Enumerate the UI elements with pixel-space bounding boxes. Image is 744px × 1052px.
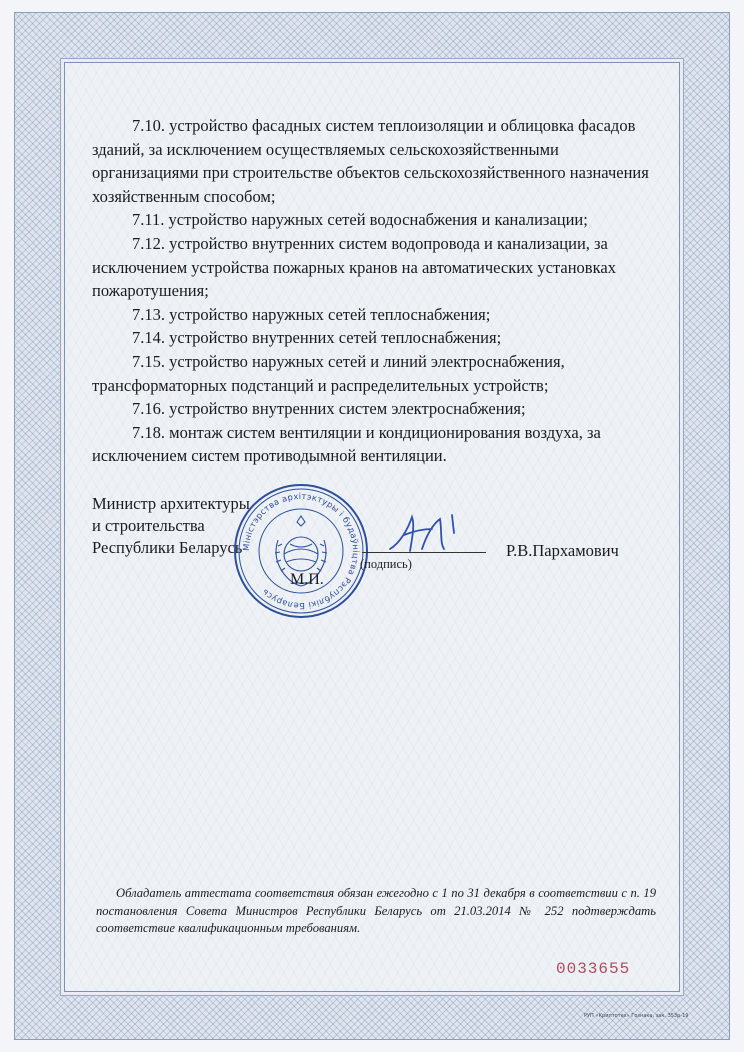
position-line: Республики Беларусь: [92, 538, 243, 557]
notice-text: Обладатель аттестата соответствия обязан ежегодно с 1 по 31 декабря в соответствии с п. 19 постановления Совета Министров Республики Беларусь от 21.03.2014 № 252 подтверждать соответствие квалификационным требованиям.: [96, 886, 656, 935]
list-item: 7.14. устройство внутренних сетей теплоснабжения;: [132, 328, 502, 348]
official-seal-icon: [232, 482, 370, 620]
list-item: 7.13. устройство наружных сетей теплоснабжения;: [132, 304, 491, 324]
seal-text: Міністэрства архітэктуры і будаўніцтва Рэспублікі Беларусь: [240, 490, 362, 612]
work-types-list: [92, 114, 658, 468]
list-item: 7.10. устройство фасадных систем теплоизоляции и облицовка фасадов зданий, за исключением осуществляемых сельскохозяйственными организациями при строительстве объектов сельскохозяйственного назначения хозяйственным способом;: [92, 116, 649, 206]
signer-name: Р.В.Пархамович: [506, 541, 619, 560]
list-item: 7.18. монтаж систем вентиляции и кондиционирования воздуха, за исключением систем противодымной вентиляции.: [92, 422, 601, 466]
seal-label: М.П.: [290, 571, 324, 588]
signature-caption: (подпись): [360, 557, 412, 571]
list-item: 7.16. устройство внутренних систем электроснабжения;: [132, 399, 526, 419]
list-item: 7.15. устройство наружных сетей и линий электроснабжения, трансформаторных подстанций и распределительных устройств;: [92, 351, 565, 395]
list-item: 7.12. устройство внутренних систем водопровода и канализации, за исключением устройства пожарных кранов на автоматических установках пожаротушения;: [92, 233, 616, 301]
holder-obligation-notice: [96, 885, 656, 938]
signer-position: [92, 493, 250, 559]
handwritten-signature-icon: [382, 509, 472, 557]
printer-imprint: РУП «Криптотех» Гознака, зак. 353р-19: [584, 1013, 689, 1019]
list-item: 7.11. устройство наружных сетей водоснабжения и канализации;: [132, 210, 588, 230]
position-line: и строительства: [92, 516, 205, 535]
position-line: Министр архитектуры: [92, 494, 250, 513]
signature-line: [362, 552, 486, 553]
serial-number: 0033655: [556, 960, 631, 978]
